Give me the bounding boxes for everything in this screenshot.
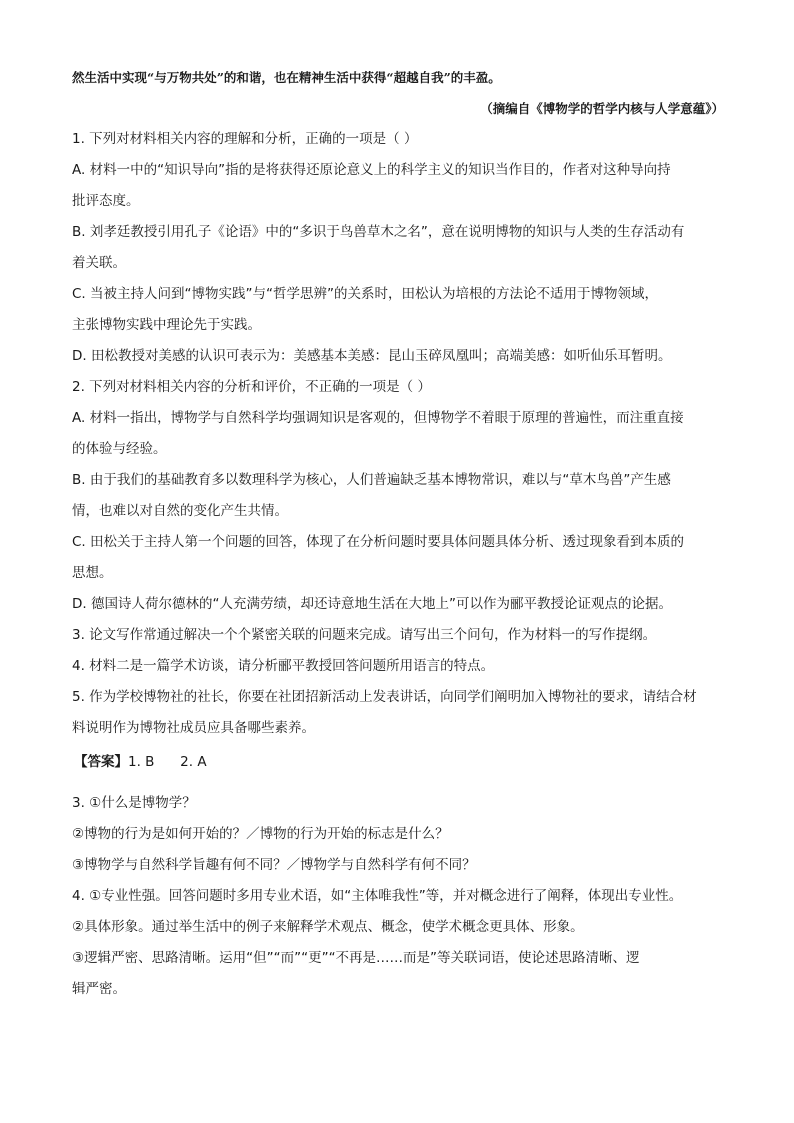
answer-3-item-3: ③博物学与自然科学旨趣有何不同？／博物学与自然科学有何不同？ xyxy=(72,857,476,873)
question-5: 5. 作为学校博物社的社长，你要在社团招新活动上发表讲话，向同学们阐明加入博物社的要求，请结合材 xyxy=(72,689,697,705)
question-2-option-d: D. 德国诗人荷尔德林的“人充满劳绩，却还诗意地生活在大地上”可以作为郦平教授论证观点的论据。 xyxy=(72,596,672,612)
question-2-option-c: C. 田松关于主持人第一个问题的回答，体现了在分析问题时要具体问题具体分析、透过现象看到本质的 xyxy=(72,534,685,550)
question-5-cont: 料说明作为博物社成员应具备哪些素养。 xyxy=(72,720,315,736)
answer-4: 4. ①专业性强。回答问题时多用专业术语，如“主体唯我性”等，并对概念进行了阐释，体现出专业性。 xyxy=(72,888,683,904)
question-1-stem: 1. 下列对材料相关内容的理解和分析，正确的一项是（ ） xyxy=(72,131,418,147)
answer-4-item-3: ③逻辑严密、思路清晰。运用“但”“而”“更”“不再是……而是”等关联词语，使论述思路清晰、逻 xyxy=(72,950,640,966)
question-2-option-b: B. 由于我们的基础教育多以数理科学为核心，人们普遍缺乏基本博物常识，难以与“草木鸟兽”产生感 xyxy=(72,472,671,488)
question-2-stem: 2. 下列对材料相关内容的分析和评价，不正确的一项是（ ） xyxy=(72,379,431,395)
answer-3-item-2: ②博物的行为是如何开始的？／博物的行为开始的标志是什么？ xyxy=(72,826,449,842)
question-3: 3. 论文写作常通过解决一个个紧密关联的问题来完成。请写出三个问句，作为材料一的写作提纲。 xyxy=(72,627,657,643)
question-1-option-c-cont: 主张博物实践中理论先于实践。 xyxy=(72,317,261,333)
answer-3: 3. ①什么是博物学？ xyxy=(72,795,196,811)
question-2-option-b-cont: 情，也难以对自然的变化产生共情。 xyxy=(72,503,288,519)
question-1-option-a: A. 材料一中的“知识导向”指的是将获得还原论意义上的科学主义的知识当作目的，作者对这种导向持 xyxy=(72,162,671,178)
question-4: 4. 材料二是一篇学术访谈，请分析郦平教授回答问题所用语言的特点。 xyxy=(72,658,495,674)
question-2-option-c-cont: 思想。 xyxy=(72,565,113,581)
source-citation: （摘编自《博物学的哲学内核与人学意蕴》） xyxy=(480,101,724,116)
answer-label: 【答案】 xyxy=(74,754,128,770)
lead-paragraph: 然生活中实现“与万物共处”的和谐，也在精神生活中获得“超越自我”的丰盈。 xyxy=(72,70,501,85)
question-2-option-a: A. 材料一指出，博物学与自然科学均强调知识是客观的，但博物学不着眼于原理的普遍性，而注重直接 xyxy=(72,410,684,426)
question-1-option-b-cont: 着关联。 xyxy=(72,255,126,271)
question-1-option-d: D. 田松教授对美感的认识可表示为：美感基本美感：昆山玉碎凤凰叫；高端美感：如听仙乐耳暂明。 xyxy=(72,348,672,364)
question-2-option-a-cont: 的体验与经验。 xyxy=(72,441,167,457)
answer-row xyxy=(74,752,726,772)
question-1-option-b: B. 刘孝廷教授引用孔子《论语》中的“多识于鸟兽草木之名”，意在说明博物的知识与人类的生存活动有 xyxy=(72,224,685,240)
answer-choices: 1. B 2. A xyxy=(128,754,207,770)
question-1-option-c: C. 当被主持人问到“博物实践”与“哲学思辨”的关系时，田松认为培根的方法论不适用于博物领域， xyxy=(72,286,658,302)
question-1-option-a-cont: 批评态度。 xyxy=(72,193,140,209)
answer-4-item-3-cont: 辑严密。 xyxy=(72,981,126,997)
answer-4-item-2: ②具体形象。通过举生活中的例子来解释学术观点、概念，使学术概念更具体、形象。 xyxy=(72,919,584,935)
